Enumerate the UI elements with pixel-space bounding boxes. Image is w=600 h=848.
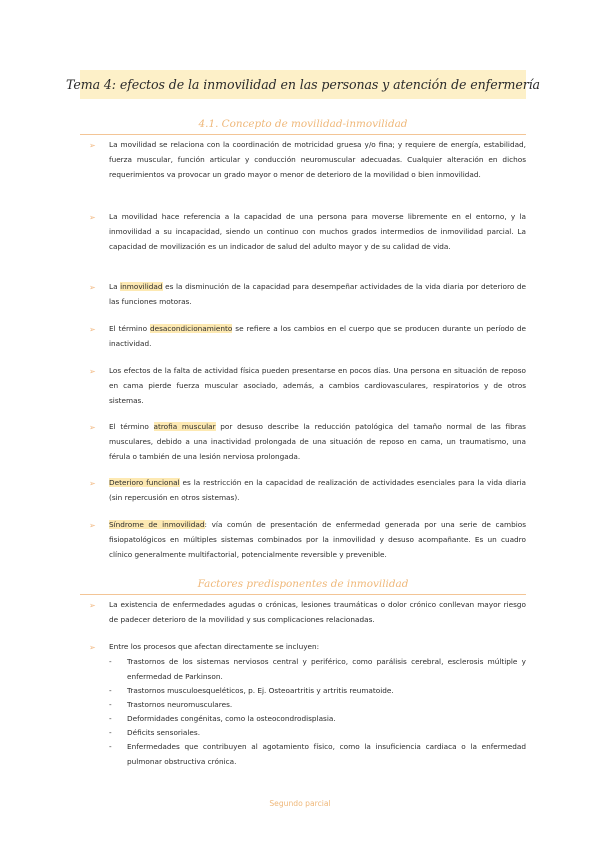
title-band [66,70,540,99]
section-heading-concepto: 4.1. Concepto de movilidad-inmovilidad [198,118,408,130]
paragraph-inmovilidad [109,280,526,310]
list-item-text: Trastornos neuromusculares. [127,700,233,709]
list-item [109,740,526,770]
highlighted-term: Deterioro funcional [109,478,180,487]
list-item-text: Trastornos de los sistemas nerviosos central y periférico, como parálisis cerebral, esclerosis múltiple y enfermedad de Parkinson. [127,657,526,681]
dash-marker: - [109,700,112,709]
bullet-arrow-icon: ➢ [89,213,96,222]
highlighted-term: inmovilidad [120,282,163,291]
paragraph-efectos-inactividad: Los efectos de la falta de actividad física pueden presentarse en pocos días. Una persona en situación de reposo en cama pierde fuerza muscular asociado, además, a cambios cardiovasculares, respiratorios y de otros sistemas. [109,366,526,405]
paragraph-procesos-intro: Entre los procesos que afectan directamente se incluyen: [109,642,320,651]
bullet-arrow-icon: ➢ [89,479,96,488]
section-divider [80,594,526,595]
text-segment: : vía común de presentación de enfermedad generada por una serie de cambios fisiopatológicos en múltiples sistemas combinados por la inmovilidad y desuso acompañante. Es un cuadro clínico generalmente multifactorial, potencialmente reversible y prevenible. [109,520,526,559]
paragraph-sindrome-inmovilidad [109,518,526,562]
bullet-arrow-icon: ➢ [89,367,96,376]
list-item-text: Trastornos musculoesqueléticos, p. Ej. Osteoartritis y artritis reumatoide. [127,686,394,695]
text-segment: por desuso describe la reducción patológica del tamaño normal de las fibras musculares, debido a una inactividad prolongada de una situación de reposo en cama, un traumatismo, una férula o también de una lesión nerviosa prolongada. [109,422,526,461]
text-segment: El término [109,324,150,333]
bullet-arrow-icon: ➢ [89,141,96,150]
list-item [109,698,526,713]
text-segment: es la restricción en la capacidad de realización de actividades esenciales para la vida diaria (sin repercusión en otros sistemas). [109,478,526,502]
paragraph-movilidad-coordinacion: La movilidad se relaciona con la coordinación de motricidad gruesa y/o fina; y requiere de energía, estabilidad, fuerza muscular, función articular y conducción neuromuscular adecuadas. Cualquier alteración en dichos requerimientos va provocar un grado mayor o menor de deterioro de la movilidad o bien inmovilidad. [109,140,526,179]
bullet-arrow-icon: ➢ [89,325,96,334]
list-item [109,712,526,727]
page-title: Tema 4: efectos de la inmovilidad en las personas y atención de enfermería [66,77,540,92]
page-footer: Segundo parcial [269,799,331,808]
text-segment: es la disminución de la capacidad para desempeñar actividades de la vida diaria por deterioro de las funciones motoras. [109,282,527,306]
bullet-arrow-icon: ➢ [89,423,96,432]
paragraph-enfermedades-riesgo: La existencia de enfermedades agudas o crónicas, lesiones traumáticas o dolor crónico conllevan mayor riesgo de padecer deterioro de la movilidad y sus complicaciones relacionadas. [109,600,526,624]
text-segment: El término [109,422,154,431]
paragraph-desacondicionamiento [109,322,526,352]
bullet-arrow-icon: ➢ [89,643,96,652]
dash-marker: - [109,714,112,723]
text-segment: se refiere a los cambios en el cuerpo que se producen durante un período de inactividad. [109,324,526,348]
section-heading-factores: Factores predisponentes de inmovilidad [197,578,409,590]
highlighted-term: Síndrome de inmovilidad [109,520,205,529]
list-item [109,655,526,685]
dash-marker: - [109,657,112,666]
list-item-text: Déficits sensoriales. [127,728,201,737]
dash-marker: - [109,742,112,751]
paragraph-deterioro-funcional [109,476,526,506]
list-item-text: Deformidades congénitas, como la osteocondrodisplasia. [127,714,336,723]
paragraph-atrofia-muscular [109,420,526,464]
list-item [109,726,526,741]
bullet-arrow-icon: ➢ [89,283,96,292]
list-item [109,684,526,699]
bullet-arrow-icon: ➢ [89,521,96,530]
highlighted-term: desacondicionamiento [150,324,233,333]
list-item-text: Enfermedades que contribuyen al agotamiento físico, como la insuficiencia cardiaca o la enfermedad pulmonar obstructiva crónica. [127,742,526,766]
section-divider [80,134,526,135]
bullet-arrow-icon: ➢ [89,601,96,610]
paragraph-movilidad-definicion: La movilidad hace referencia a la capacidad de una persona para moverse libremente en el entorno, y la inmovilidad a su incapacidad, siendo un continuo con muchos grados intermedios de inmovilidad parcial. La capacidad de movilización es un indicador de salud del adulto mayor y de su calidad de vida. [109,212,526,251]
highlighted-term: atrofia muscular [153,422,216,431]
text-segment: La [109,282,121,291]
dash-marker: - [109,686,112,695]
dash-marker: - [109,728,112,737]
